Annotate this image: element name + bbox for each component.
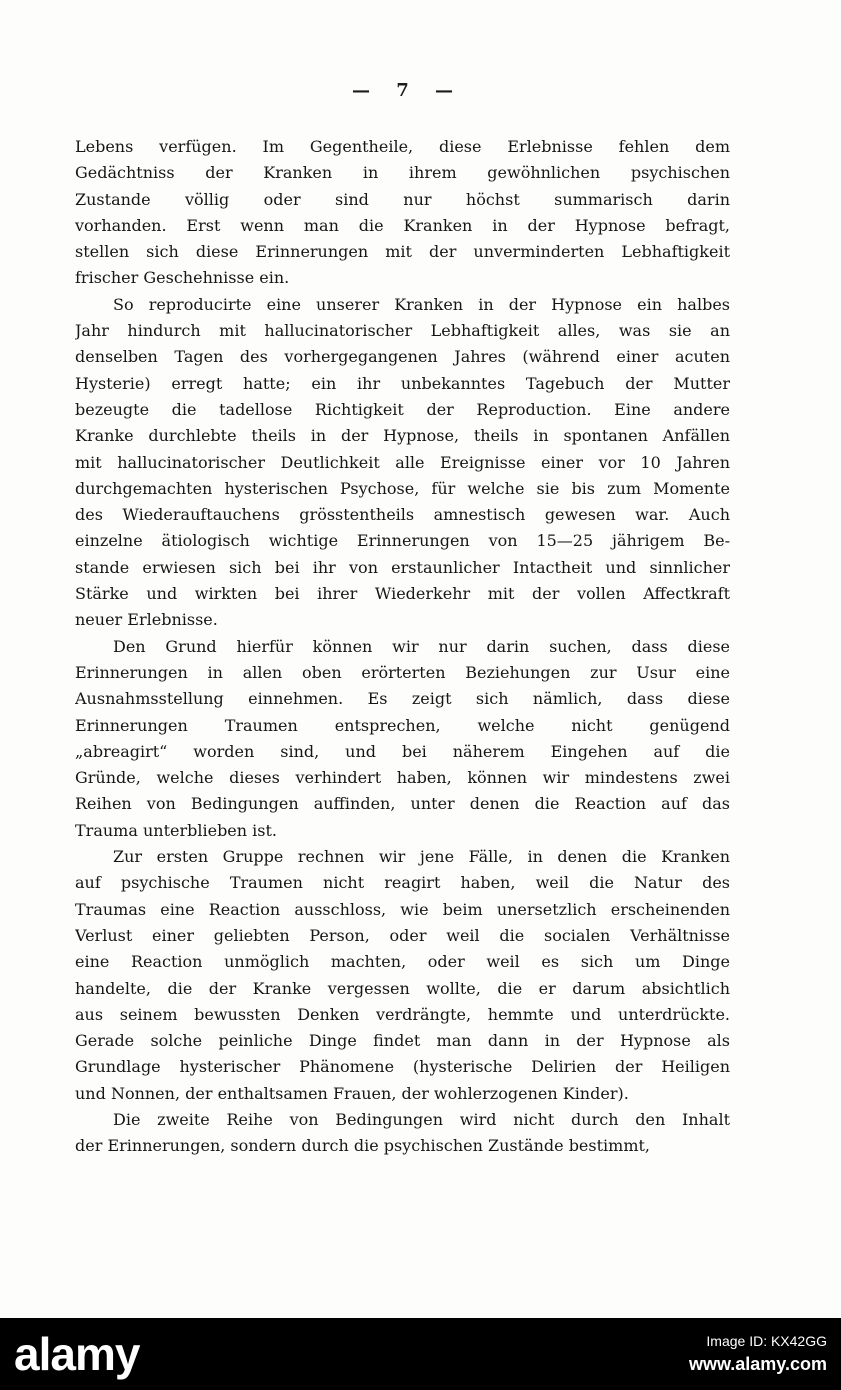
paragraph [75,634,730,844]
paragraph [75,292,730,634]
text-line: Den Grund hierfür können wir nur darin suchen, dass diese [113,636,730,656]
text-line: Reihen von Bedingungen auffinden, unter denen die Reaction auf das [75,794,730,814]
text-line: stande erwiesen sich bei ihr von erstaunlicher Intactheit und sinnlicher [75,557,730,577]
text-line: Zur ersten Gruppe rechnen wir jene Fälle, in denen die Kranken [113,847,730,867]
text-line: Erinnerungen Traumen entsprechen, welche nicht genügend [75,715,730,735]
text-line: Zustande völlig oder sind nur höchst summarisch darin [75,189,730,209]
website-url: www.alamy.com [688,1354,827,1374]
paragraph [75,844,730,1107]
text-block [75,134,730,1160]
paragraph [75,134,730,292]
text-line: denselben Tagen des vorhergegangenen Jahres (während einer acuten [75,347,730,367]
text-line: Verlust einer geliebten Person, oder weil die socialen Verhältnisse [75,925,730,945]
text-line: Stärke und wirkten bei ihrer Wiederkehr mit der vollen Affectkraft [75,584,730,604]
text-line: mit hallucinatorischer Deutlichkeit alle Ereignisse einer vor 10 Jahren [75,452,730,472]
text-line: handelte, die der Kranke vergessen wollte, die er darum absichtlich [75,978,730,998]
text-line: So reproducirte eine unserer Kranken in der Hypnose ein halbes [113,294,730,314]
text-line: Ausnahmsstellung einnehmen. Es zeigt sich nämlich, dass diese [75,689,730,709]
watermark-bar [0,1318,841,1390]
page-number: — 7 — [351,80,454,101]
text-line: Die zweite Reihe von Bedingungen wird nicht durch den Inhalt [113,1109,730,1129]
text-line: Lebens verfügen. Im Gegentheile, diese Erlebnisse fehlen dem [75,137,730,156]
text-line: eine Reaction unmöglich machten, oder weil es sich um Dinge [75,952,730,972]
text-line: auf psychische Traumen nicht reagirt haben, weil die Natur des [75,873,730,893]
text-line: bezeugte die tadellose Richtigkeit der Reproduction. Eine andere [75,399,730,419]
image-info [689,1333,827,1375]
text-line: Gedächtniss der Kranken in ihrem gewöhnlichen psychischen [75,163,730,183]
text-line: neuer Erlebnisse. [75,610,218,630]
text-line: Grundlage hysterischer Phänomene (hysterische Delirien der Heiligen [75,1057,730,1077]
text-line: Gerade solche peinliche Dinge findet man dann in der Hypnose als [75,1031,730,1051]
text-line: der Erinnerungen, sondern durch die psychischen Zustände bestimmt, [75,1136,651,1156]
text-line: Erinnerungen in allen oben erörterten Beziehungen zur Usur eine [75,662,730,682]
text-line: des Wiederauftauchens grösstentheils amnestisch gewesen war. Auch [75,505,730,525]
text-line: Kranke durchlebte theils in der Hypnose, theils in spontanen Anfällen [75,426,730,446]
alamy-logo: alamy [14,1328,140,1380]
text-line: vorhanden. Erst wenn man die Kranken in der Hypnose befragt, [75,215,730,235]
text-line: aus seinem bewussten Denken verdrängte, hemmte und unterdrückte. [75,1004,730,1024]
text-line: durchgemachten hysterischen Psychose, für welche sie bis zum Momente [75,478,730,498]
text-line: „abreagirt“ worden sind, und bei näherem Eingehen auf die [75,741,730,761]
text-line: Trauma unterblieben ist. [75,820,278,840]
text-line: frischer Geschehnisse ein. [75,268,290,288]
text-line: und Nonnen, der enthaltsamen Frauen, der wohlerzogenen Kinder). [75,1083,629,1103]
text-line: einzelne ätiologisch wichtige Erinnerungen von 15—25 jährigem Be- [75,531,730,551]
text-line: stellen sich diese Erinnerungen mit der unverminderten Lebhaftigkeit [75,242,730,262]
paragraph [75,1107,730,1160]
text-line: Gründe, welche dieses verhindert haben, können wir mindestens zwei [75,768,730,788]
text-line: Traumas eine Reaction ausschloss, wie beim unersetzlich erscheinenden [75,899,730,919]
text-line: Jahr hindurch mit hallucinatorischer Lebhaftigkeit alles, was sie an [75,321,730,341]
text-line: Hysterie) erregt hatte; ein ihr unbekanntes Tagebuch der Mutter [75,373,730,393]
image-id: Image ID: KX42GG [706,1333,827,1349]
